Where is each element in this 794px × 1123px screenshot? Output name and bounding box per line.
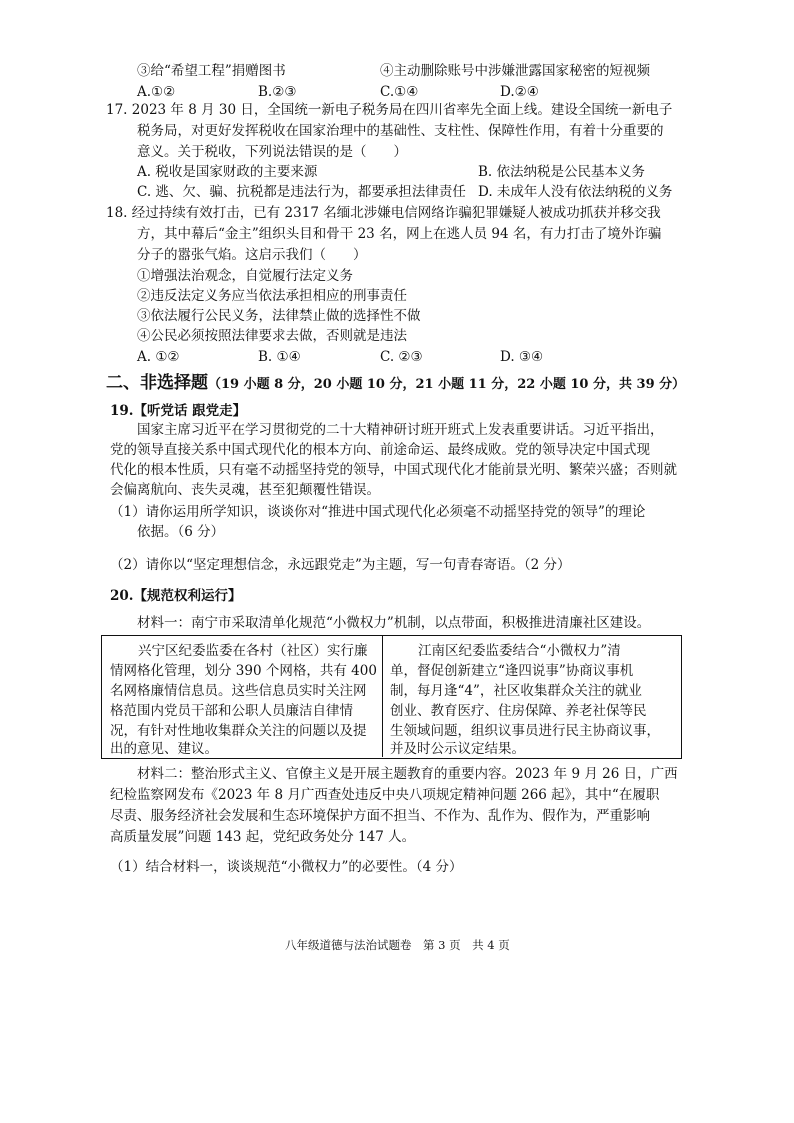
- q18-stem-line: 方，其中幕后“金主”组织头目和骨干 23 名，网上在逃人员 94 名，有力打击了境外诈骗: [137, 226, 662, 242]
- section-title: 二、非选择题: [106, 373, 208, 393]
- q16-choice-c: C.①④: [380, 84, 419, 100]
- q17-choice-a: A. 税收是国家财政的主要来源: [137, 164, 318, 180]
- q16-choice-b: B.②③: [258, 84, 297, 100]
- left-box-line: 兴宁区纪委监委在各村（社区）实行廉: [138, 643, 368, 659]
- q16-option-3: ③给“希望工程”捐赠图书: [137, 63, 286, 79]
- q19-material-line: 国家主席习近平在学习贯彻党的二十大精神研讨班开班式上发表重要讲话。习近平指出，: [137, 422, 664, 438]
- q20-title: 20.【规范权利运行】: [110, 588, 242, 604]
- q18-item: ②违反法定义务应当依法承担相应的刑事责任: [137, 288, 407, 304]
- q18-choice-c: C. ②③: [380, 349, 423, 365]
- q18-item: ④公民必须按照法律要求去做，否则就是违法: [137, 328, 407, 344]
- left-box-line: 出的意见、建议。: [110, 741, 218, 757]
- page-footer: 八年级道德与法治试题卷 第 3 页 共 4 页: [285, 938, 510, 952]
- q18-item: ①增强法治观念，自觉履行法定义务: [137, 268, 353, 284]
- q18-choice-d: D. ③④: [500, 349, 544, 365]
- right-box-line: 江南区纪委监委结合“小微权力”清: [418, 643, 621, 659]
- left-box-line: 况，有针对性地收集群众关注的问题以及提: [110, 723, 367, 739]
- right-box-line: 创业、教育医疗、住房保障、养老社保等民: [390, 703, 647, 719]
- q17-choice-b: B. 依法纳税是公民基本义务: [478, 164, 646, 180]
- right-box-line: 单，督促创新建立“逢四说事”协商议事机: [390, 663, 634, 679]
- q18-stem-line: 18. 经过持续有效打击，已有 2317 名缅北涉嫌电信网络诈骗犯罪嫌疑人被成功抓获并移交我: [106, 205, 661, 221]
- section-score-note: （19 小题 8 分，20 小题 10 分，21 小题 11 分，22 小题 10 分，共 39 分）: [208, 377, 686, 392]
- q18-item: ③依法履行公民义务，法律禁止做的选择性不做: [137, 308, 421, 324]
- q16-option-4: ④主动删除账号中涉嫌泄露国家秘密的短视频: [380, 63, 650, 79]
- right-box-line: 制，每月逢“4”，社区收集群众关注的就业: [390, 683, 642, 699]
- right-box-line: 生领域问题，组织议事员进行民主协商议事，: [390, 723, 660, 739]
- q17-stem-line: 17. 2023 年 8 月 30 日，全国统一新电子税务局在四川省率先全面上线。建设全国统一新电子: [106, 102, 673, 118]
- q20-material2-line: 纪检监察网发布《2023 年 8 月广西查处违反中央八项规定精神问题 266 起》，其中“在履职: [110, 787, 660, 803]
- q19-sub1-line: 依据。（6 分）: [137, 524, 225, 540]
- q19-material-line: 会偏离航向、丧失灵魂，甚至犯颠覆性错误。: [110, 482, 380, 498]
- q16-choice-a: A.①②: [137, 84, 176, 100]
- q20-material2-line: 高质量发展”问题 143 起，党纪政务处分 147 人。: [110, 829, 416, 845]
- q20-material2-line: 尽责、服务经济社会发展和生态环境保护方面不担当、不作为、乱作为、假作为，严重影响: [110, 808, 650, 824]
- section-heading: [106, 372, 685, 396]
- table-divider: [382, 636, 383, 757]
- q19-sub1-line: （1）请你运用所学知识，谈谈你对“推进中国式现代化必须毫不动摇坚持党的领导”的理论: [110, 504, 646, 520]
- q17-choice-c: C. 逃、欠、骗、抗税都是违法行为，都要承担法律责任: [137, 184, 466, 200]
- q17-choice-d: D. 未成年人没有依法纳税的义务: [478, 184, 673, 200]
- q17-stem-line: 税务局，对更好发挥税收在国家治理中的基础性、支柱性、保障性作用，有着十分重要的: [137, 123, 664, 139]
- left-box-line: 格范围内党员干部和公职人员廉洁自律情: [110, 703, 353, 719]
- left-box-line: 情网格化管理，划分 390 个网格，共有 400: [110, 663, 377, 679]
- q19-sub2: （2）请你以“坚定理想信念，永远跟党走”为主题，写一句青春寄语。（2 分）: [110, 557, 571, 573]
- q19-material-line: 党的领导直接关系中国式现代化的根本方向、前途命运、最终成败。党的领导决定中国式现: [110, 442, 650, 458]
- q18-stem-line: 分子的嚣张气焰。这启示我们（ ）: [137, 247, 367, 263]
- q19-title: 19.【听党话 跟党走】: [110, 403, 247, 419]
- q20-sub1: （1）结合材料一，谈谈规范“小微权力”的必要性。（4 分）: [110, 859, 463, 875]
- q20-material2-line: 材料二：整治形式主义、官僚主义是开展主题教育的重要内容。2023 年 9 月 26 日，广西: [137, 766, 678, 782]
- q20-material1-intro: 材料一：南宁市采取清单化规范“小微权力”机制，以点带面，积极推进清廉社区建设。: [137, 615, 651, 631]
- right-box-line: 并及时公示议定结果。: [390, 741, 525, 757]
- q16-choice-d: D.②④: [500, 84, 539, 100]
- left-box-line: 名网格廉情信息员。这些信息员实时关注网: [110, 683, 367, 699]
- q18-choice-a: A. ①②: [137, 349, 180, 365]
- q18-choice-b: B. ①④: [258, 349, 301, 365]
- q19-material-line: 代化的根本性质，只有毫不动摇坚持党的领导，中国式现代化才能前景光明、繁荣兴盛；否则就: [110, 462, 677, 478]
- q17-stem-line: 意义。关于税收，下列说法错误的是（ ）: [137, 144, 407, 160]
